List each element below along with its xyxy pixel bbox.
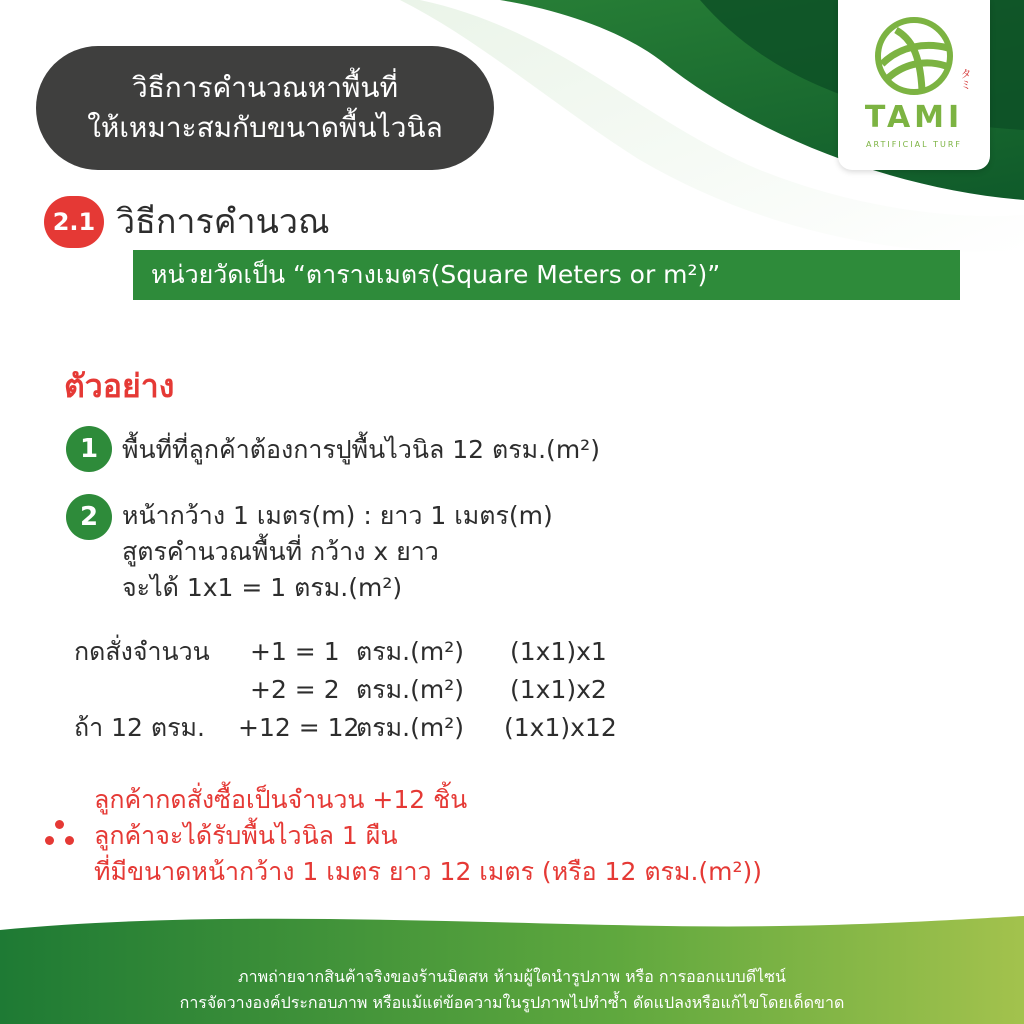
section-number-badge: 2.1	[44, 196, 104, 248]
brand-logo	[838, 0, 990, 170]
order-row-1-prefix: กดสั่งจำนวน	[74, 637, 210, 666]
step-2-line3: จะได้ 1x1 = 1 ตรม.(m²)	[122, 573, 403, 602]
order-row-3-qty: +12 = 12	[238, 713, 360, 742]
logo-subtitle: ARTIFICIAL TURF	[866, 140, 962, 149]
footer-disclaimer	[0, 964, 1024, 1016]
logo-kana: タミ	[959, 68, 972, 90]
conclusion-line3: ที่มีขนาดหน้ากว้าง 1 เมตร ยาว 12 เมตร (หรือ 12 ตรม.(m²))	[94, 857, 763, 886]
order-row-2-unit: ตรม.(m²)	[356, 675, 464, 704]
logo-name: TAMI	[864, 100, 964, 135]
step-2-badge: 2	[66, 494, 112, 540]
order-row-2-qty: +2 = 2	[250, 675, 340, 704]
step-1-badge: 1	[66, 426, 112, 472]
step-1-text: พื้นที่ที่ลูกค้าต้องการปูพื้นไวนิล 12 ตรม.(m²)	[122, 435, 600, 464]
order-row-3-prefix: ถ้า 12 ตรม.	[74, 713, 205, 742]
header-title-pill	[36, 46, 494, 170]
order-row-2-formula: (1x1)x2	[510, 675, 607, 704]
step-2-line2: สูตรคำนวณพื้นที่ กว้าง x ยาว	[122, 537, 439, 566]
unit-banner: หน่วยวัดเป็น “ตารางเมตร(Square Meters or m²)”	[133, 250, 960, 300]
conclusion-line1: ลูกค้ากดสั่งซื้อเป็นจำนวน +12 ชิ้น	[94, 785, 468, 814]
order-row-3-formula: (1x1)x12	[504, 713, 617, 742]
example-label: ตัวอย่าง	[64, 367, 175, 405]
turf-ball-logo-icon	[874, 16, 954, 96]
header-title-line1: วิธีการคำนวณหาพื้นที่	[131, 71, 399, 104]
section-title: วิธีการคำนวณ	[116, 202, 330, 242]
header-title-line2: ให้เหมาะสมกับขนาดพื้นไวนิล	[87, 111, 443, 144]
order-row-3-unit: ตรม.(m²)	[356, 713, 464, 742]
order-row-1-qty: +1 = 1	[250, 637, 340, 666]
order-row-1-unit: ตรม.(m²)	[356, 637, 464, 666]
footer-line1: ภาพถ่ายจากสินค้าจริงของร้านมิตสห ห้ามผู้ใดนำรูปภาพ หรือ การออกแบบดีไซน์	[238, 967, 786, 986]
order-row-1-formula: (1x1)x1	[510, 637, 607, 666]
footer-line2: การจัดวางองค์ประกอบภาพ หรือแม้แต่ข้อความในรูปภาพไปทำซ้ำ ดัดแปลงหรือแก้ไขโดยเด็ดขาด	[179, 993, 845, 1012]
conclusion-line2: ลูกค้าจะได้รับพื้นไวนิล 1 ผืน	[94, 821, 398, 850]
therefore-icon	[44, 818, 76, 848]
step-2-line1: หน้ากว้าง 1 เมตร(m) : ยาว 1 เมตร(m)	[122, 501, 553, 530]
